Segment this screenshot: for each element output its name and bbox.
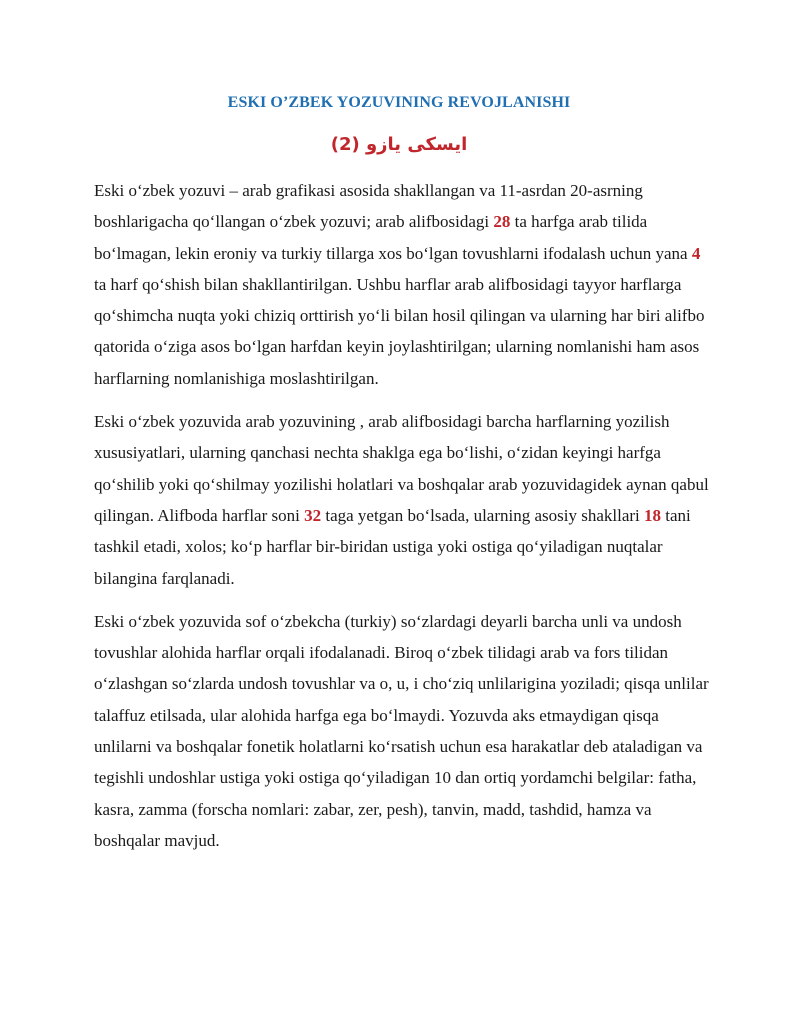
document-body [94,175,709,868]
highlight-number-4: 4 [691,243,701,263]
document-subtitle: ایسکی یازو (2) [330,134,468,155]
highlight-number-32: 32 [304,505,322,525]
paragraph-2-text-c: tani tashkil etadi, xolos; ko‘p harflar bir-biridan ustiga yoki ostiga qo‘yiladigan nuqtalar bilangina farqlanadi. [94,505,691,588]
paragraph-1-text-b: ta harfga arab tilida bo‘lmagan, lekin eroniy va turkiy tillarga xos bo‘lgan tovushlarni ifodalash uchun yana [94,212,692,263]
paragraph-2-text-a: Eski o‘zbek yozuvida arab yozuvining , arab alifbosidagi barcha harflarning yozilish xususiyatlari, ularning qanchasi nechta shaklga ega bo‘lishi, o‘zidan keyingi harfga qo‘shilib yoki qo‘shilmay yozilishi holatlari va boshqalar arab yozuvidagidek aynan qabul qilingan. Alifboda harflar soni [94,412,709,525]
paragraph-2 [94,406,709,594]
document-title: ESKI O’ZBEK YOZUVINING REVOJLANISHI [227,94,571,111]
paragraph-1-text-c: ta harf qo‘shish bilan shakllantirilgan. Ushbu harflar arab alifbosidagi tayyor harflarga qo‘shimcha nuqta yoki chiziq orttirish yo‘li bilan hosil qilingan va ularning har biri alifbo qatorida o‘ziga asos bo‘lgan harfdan keyin joylashtirilgan; ularning nomlanishi ham asos harflarning nomlanishiga moslashtirilgan. [94,274,705,388]
paragraph-2-text-b: taga yetgan bo‘lsada, ularning asosiy shakllari [321,505,645,525]
paragraph-1-text-a: Eski o‘zbek yozuvi – arab grafikasi asosida shakllangan va 11-asrdan 20-asrning boshlarigacha qo‘llangan o‘zbek yozuvi; arab alifbosidagi [94,181,643,232]
highlight-number-18: 18 [644,505,662,525]
highlight-number-28: 28 [493,212,511,232]
paragraph-3: Eski o‘zbek yozuvida sof o‘zbekcha (turkiy) so‘zlardagi deyarli barcha unli va undosh tovushlar alohida harflar orqali ifodalanadi. Biroq o‘zbek tilidagi arab va fors tilidan o‘zlashgan so‘zlarda undosh tovushlar va o, u, i cho‘ziq unlilarigina yoziladi; qisqa unlilar talaffuz etilsada, ular alohida harfga ega bo‘lmaydi. Yozuvda aks etmaydigan qisqa unlilarni va boshqalar fonetik holatlarni ko‘rsatish uchun esa harakatlar deb ataladigan va tegishli undoshlar ustiga yoki ostiga qo‘yiladigan 10 dan ortiq yordamchi belgilar: fatha, kasra, zamma (forscha nomlari: zabar, zer, pesh), tanvin, madd, tashdid, hamza va boshqalar mavjud. [94,611,709,850]
paragraph-1 [94,175,709,394]
